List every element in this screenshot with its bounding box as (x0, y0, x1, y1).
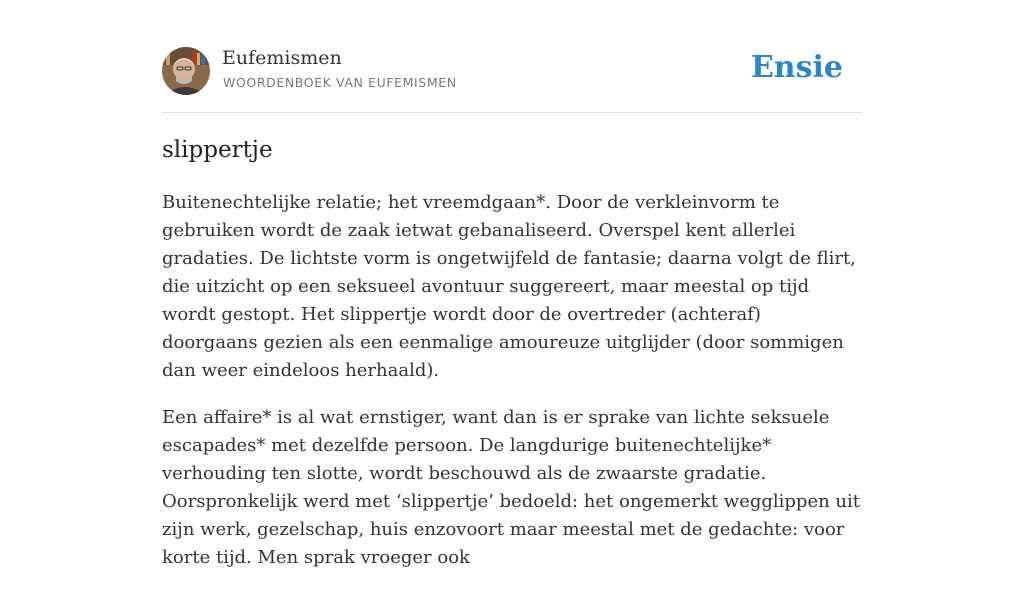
entry-paragraph: Buitenechtelijke relatie; het vreemdgaan*. Door de verkleinvorm te gebruiken wordt de zaak ietwat gebanaliseerd. Overspel kent allerlei gradaties. De lichtste vorm is ongetwijfeld de fantasie; daarna volgt de flirt, die uitzicht op een seksueel avontuur suggereert, maar meestal op tijd wordt gestopt. Het slippertje wordt door de overtreder (achteraf) doorgaans gezien als een eenmalige amoureuze uitglijder (door sommigen dan weer eindeloos herhaald). (162, 192, 856, 381)
author-name[interactable]: Eufemismen (222, 47, 342, 69)
author-avatar[interactable] (162, 47, 210, 95)
entry-paragraph: Een affaire* is al wat ernstiger, want dan is er sprake van lichte seksuele escapades* met dezelfde persoon. De langdurige buitenechtelijke* verhouding ten slotte, wordt beschouwd als de zwaarste gradatie. Oorspronkelijk werd met ‘slippertje’ bedoeld: het ongemerkt wegglippen uit zijn werk, gezelschap, huis enzovoort maar meestal met de gedachte: voor korte tijd. Men sprak vroeger ook (162, 407, 861, 568)
entry-body (162, 189, 862, 591)
header (162, 46, 862, 96)
header-divider (162, 112, 862, 113)
avatar-image (162, 47, 210, 95)
entry-title: slippertje (162, 137, 273, 163)
author-subtitle[interactable]: WOORDENBOEK VAN EUFEMISMEN (223, 75, 457, 90)
brand-logo[interactable]: Ensie (750, 50, 843, 85)
